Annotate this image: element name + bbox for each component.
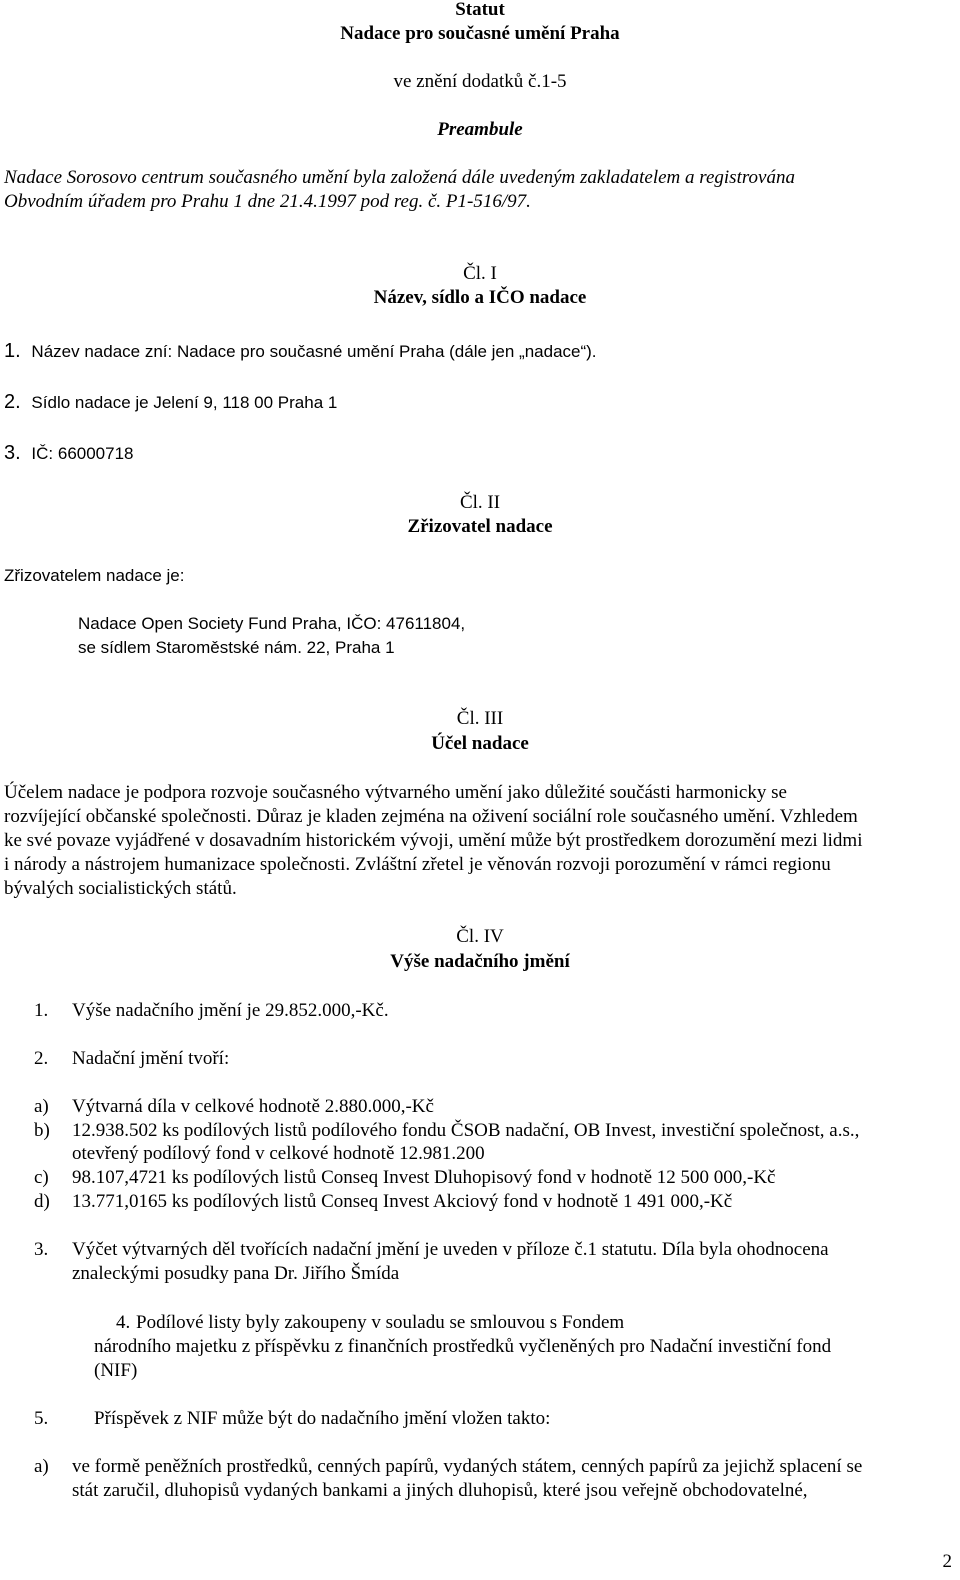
article-4-title: Výše nadačního jmění [390,951,570,972]
sub-item-a-text: Výtvarná díla v celkové hodnotě 2.880.000,-Kč [72,1096,434,1117]
sub-item-b-text-2: otevřený podílový fond v celkové hodnotě 12.981.200 [72,1143,485,1164]
amendments-note: ve znění dodatků č.1-5 [393,71,567,92]
page-number: 2 [942,1551,952,1572]
article-4-item-4-line-1: Podílové listy byly zakoupeny v souladu se smlouvou s Fondem [136,1312,625,1333]
article-4-item-4-number: 4. [116,1312,131,1333]
article-4-item-5-text: Příspěvek z NIF může být do nadačního jmění vložen takto: [94,1408,551,1429]
sub-item-b-label: b) [34,1120,50,1141]
item-text: Název nadace zní: Nadace pro současné umění Praha (dále jen „nadace“). [31,342,597,361]
article-2-title: Zřizovatel nadace [407,516,553,537]
article-4-item-5a-line-1: ve formě peněžních prostředků, cenných papírů, vydaných státem, cenných papírů za jejichž splacení se [72,1456,863,1477]
sub-item-c-label: c) [34,1167,49,1188]
article-3-line-1: Účelem nadace je podpora rozvoje současného výtvarného umění jako důležité součásti harmonicky se [4,782,787,803]
organization-name: Nadace pro současné umění Praha [340,23,620,44]
article-1-number: Čl. I [463,263,497,284]
article-4-item-2-text: Nadační jmění tvoří: [72,1048,230,1069]
article-4-item-5-number: 5. [34,1408,49,1429]
sub-item-d-label: d) [34,1191,50,1212]
founder-label: Zřizovatelem nadace je: [4,566,185,585]
article-3-line-5: bývalých socialistických států. [4,878,237,899]
article-3-line-3: ke své povaze vyjádřené v dosavadním historickém vývoji, umění může být prostředkem dorozumění mezi lidmi [4,830,863,851]
article-4-item-3-number: 3. [34,1239,49,1260]
article-4-item-5a-label: a) [34,1456,49,1477]
article-4-item-1-text: Výše nadačního jmění je 29.852.000,-Kč. [72,1000,389,1021]
document-title: Statut [455,0,505,20]
item-number: 2. [4,391,21,413]
article-1-title: Název, sídlo a IČO nadace [373,287,587,308]
article-4-item-1-number: 1. [34,1000,49,1021]
sub-item-b-text-1: 12.938.502 ks podílových listů podílového fondu ČSOB nadační, OB Invest, investiční společnost, a.s., [72,1120,860,1141]
item-text: Sídlo nadace je Jelení 9, 118 00 Praha 1 [31,393,338,412]
article-4-item-4-line-2: národního majetku z příspěvku z finančních prostředků vyčleněných pro Nadační investiční fond [94,1336,832,1357]
article-4-number: Čl. IV [456,926,504,947]
article-4-item-3-line-2: znaleckými posudky pana Dr. Jiřího Šmída [72,1263,400,1284]
founder-line-2: se sídlem Staroměstské nám. 22, Praha 1 [78,638,395,657]
article-3-title: Účel nadace [431,733,529,754]
article-4-item-2-number: 2. [34,1048,49,1069]
sub-item-d-text: 13.771,0165 ks podílových listů Conseq Invest Akciový fond v hodnotě 1 491 000,-Kč [72,1191,733,1212]
item-number: 1. [4,340,21,362]
preamble-heading: Preambule [437,119,523,140]
article-4-item-5a-line-2: stát zaručil, dluhopisů vydaných bankami a jiných dluhopisů, které jsou veřejně obchodovatelné, [72,1480,808,1501]
article-1-item-1 [4,339,597,364]
article-1-item-3 [4,441,134,466]
sub-item-c-text: 98.107,4721 ks podílových listů Conseq Invest Dluhopisový fond v hodnotě 12 500 000,-Kč [72,1167,776,1188]
item-number: 3. [4,442,21,464]
article-4-item-4-line-3: (NIF) [94,1360,138,1381]
article-3-line-4: i národy a nástrojem humanizace společnosti. Zvláštní zřetel je věnován rozvoji porozumění v rámci regionu [4,854,831,875]
article-3-number: Čl. III [456,708,504,729]
item-text: IČ: 66000718 [31,444,134,463]
article-2-number: Čl. II [459,492,501,513]
article-1-item-2 [4,390,337,415]
sub-item-a-label: a) [34,1096,49,1117]
preamble-line-1: Nadace Sorosovo centrum současného umění byla založená dále uvedeným zakladatelem a registrována [4,167,795,188]
founder-line-1: Nadace Open Society Fund Praha, IČO: 47611804, [78,614,466,633]
preamble-line-2: Obvodním úřadem pro Prahu 1 dne 21.4.1997 pod reg. č. P1-516/97. [4,191,531,212]
article-4-item-3-line-1: Výčet výtvarných děl tvořících nadační jmění je uveden v příloze č.1 statutu. Díla byla ohodnocena [72,1239,829,1260]
article-3-line-2: rozvíjející občanské společnosti. Důraz je kladen zejména na oživení sociální role současného umění. Vzhledem [4,806,858,827]
